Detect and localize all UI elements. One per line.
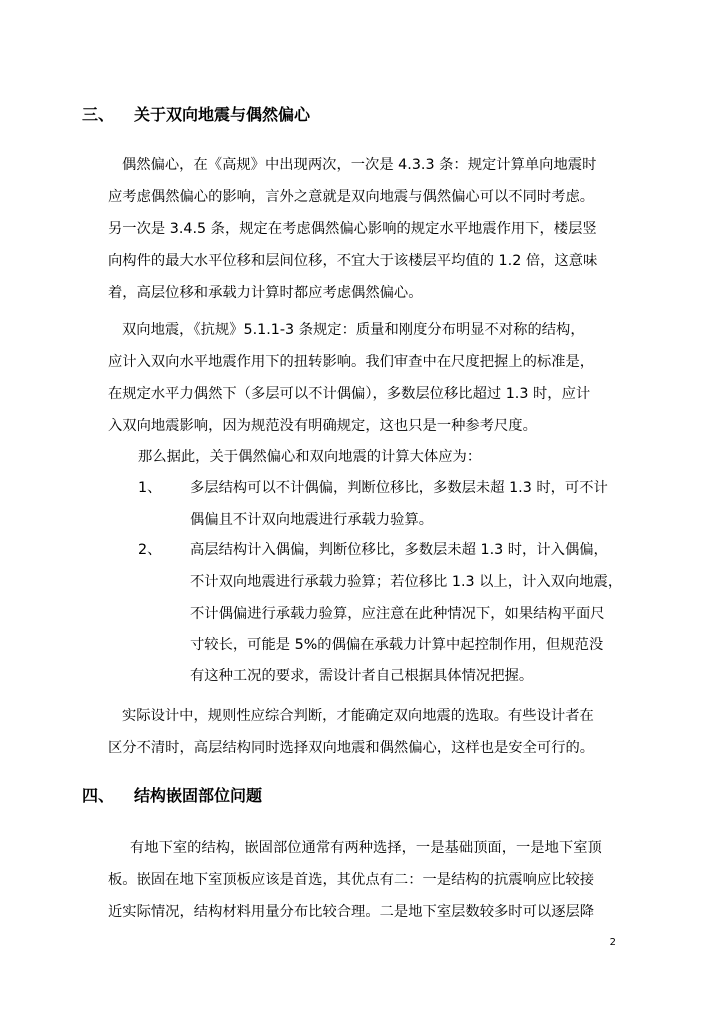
section-title: 结构嵌固部位问题	[134, 786, 263, 805]
list-item-line: 多层结构可以不计偶偏，判断位移比，多数层未超 1.3 时，可不计	[190, 480, 608, 496]
paragraph-line: 偶然偏心，在《高规》中出现两次，一次是 4.3.3 条：规定计算单向地震时	[122, 157, 597, 173]
section-title: 关于双向地震与偶然偏心	[134, 105, 311, 124]
list-item-line: 偶偏且不计双向地震进行承载力验算。	[190, 512, 434, 528]
list-item-line: 不计偶偏进行承载力验算，应注意在此种情况下，如果结构平面尺	[190, 606, 605, 622]
paragraph-line: 实际设计中，规则性应综合判断，才能确定双向地震的选取。有些设计者在	[122, 708, 594, 724]
paragraph-line: 在规定水平力偶然下（多层可以不计偶偏），多数层位移比超过 1.3 时，应计	[108, 386, 591, 402]
paragraph-line: 应计入双向水平地震作用下的扭转影响。我们审查中在尺度把握上的标准是，	[108, 354, 595, 370]
list-item-line: 有这种工况的要求，需设计者自己根据具体情况把握。	[190, 668, 534, 684]
paragraph-line: 近实际情况，结构材料用量分布比较合理。二是地下室层数较多时可以逐层降	[108, 904, 595, 920]
paragraph-line: 应考虑偶然偏心的影响，言外之意就是双向地震与偶然偏心可以不同时考虑。	[108, 189, 595, 205]
list-item-line: 寸较长，可能是 5%的偶偏在承载力计算中起控制作用，但规范没	[190, 637, 604, 653]
paragraph-line: 向构件的最大水平位移和层间位移，不宜大于该楼层平均值的 1.2 倍，这意味	[108, 253, 598, 269]
section-number: 三、	[82, 105, 115, 124]
list-marker: 1、	[138, 480, 162, 496]
section-heading-four	[82, 786, 262, 806]
list-item-line: 高层结构计入偶偏，判断位移比，多数层未超 1.3 时，计入偶偏，	[190, 542, 608, 558]
paragraph-line: 区分不清时，高层结构同时选择双向地震和偶然偏心，这样也是安全可行的。	[108, 740, 595, 756]
list-marker: 2、	[138, 542, 162, 558]
page-number: 2	[609, 937, 616, 948]
paragraph-line: 着，高层位移和承载力计算时都应考虑偶然偏心。	[108, 285, 423, 301]
list-item-line: 不计双向地震进行承载力验算；若位移比 1.3 以上，计入双向地震，	[190, 574, 623, 590]
paragraph-line: 双向地震，《抗规》5.1.1-3 条规定：质量和刚度分布明显不对称的结构，	[122, 322, 585, 338]
paragraph-line: 另一次是 3.4.5 条，规定在考虑偶然偏心影响的规定水平地震作用下，楼层竖	[108, 221, 597, 237]
paragraph-line: 入双向地震影响，因为规范没有明确规定，这也只是一种参考尺度。	[108, 418, 537, 434]
paragraph-line: 有地下室的结构，嵌固部位通常有两种选择，一是基础顶面，一是地下室顶	[130, 840, 602, 856]
paragraph-line: 那么据此，关于偶然偏心和双向地震的计算大体应为：	[138, 449, 482, 465]
section-heading-three	[82, 105, 310, 125]
paragraph-line: 板。嵌固在地下室顶板应该是首选，其优点有二：一是结构的抗震响应比较接	[108, 872, 595, 888]
section-number: 四、	[82, 786, 115, 805]
